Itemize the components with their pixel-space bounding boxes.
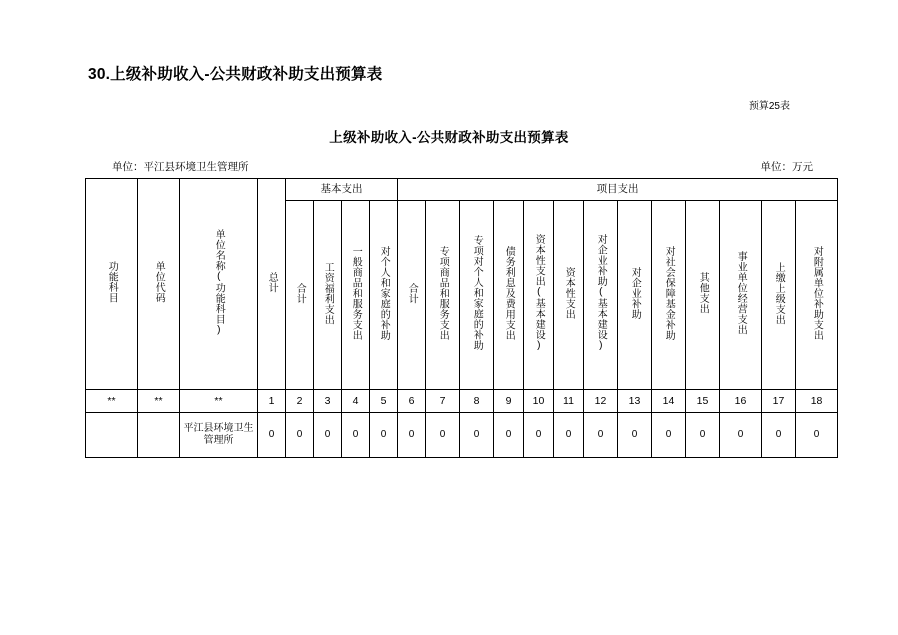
number-cell: 3 <box>314 390 342 413</box>
header-cell-other-expenditure: 其他支出 <box>686 201 720 390</box>
header-cell-enterprise-subsidy-construction: 对企业补助(基本建设) <box>584 201 618 390</box>
header-cell-unit-code: 单位代码 <box>138 179 180 390</box>
header-cell-institution-operating-expenditure: 事业单位经营支出 <box>720 201 762 390</box>
data-cell: 0 <box>524 413 554 458</box>
data-cell: 0 <box>398 413 426 458</box>
header-cell-enterprise-subsidy: 对企业补助 <box>618 201 652 390</box>
table-group-header-row <box>86 179 838 201</box>
number-cell: 9 <box>494 390 524 413</box>
number-cell: 11 <box>554 390 584 413</box>
header-cell-project-subtotal: 合计 <box>398 201 426 390</box>
header-cell-general-goods-services: 一般商品和服务支出 <box>342 201 370 390</box>
data-cell: 0 <box>460 413 494 458</box>
header-cell-basic-subtotal: 合计 <box>286 201 314 390</box>
number-cell: 8 <box>460 390 494 413</box>
data-cell: 0 <box>342 413 370 458</box>
data-cell: 0 <box>584 413 618 458</box>
data-cell: 0 <box>652 413 686 458</box>
number-cell: ** <box>138 390 180 413</box>
data-cell <box>86 413 138 458</box>
header-cell-special-goods-services: 专项商品和服务支出 <box>426 201 460 390</box>
table-row <box>86 413 838 458</box>
header-cell-capital-expenditure: 资本性支出 <box>554 201 584 390</box>
data-cell: 0 <box>618 413 652 458</box>
number-cell: 1 <box>258 390 286 413</box>
number-cell: 4 <box>342 390 370 413</box>
sheet-number: 预算25表 <box>748 101 790 112</box>
data-cell: 0 <box>720 413 762 458</box>
header-cell-function-subject: 功能科目 <box>86 179 138 390</box>
number-cell: 18 <box>796 390 838 413</box>
number-cell: 12 <box>584 390 618 413</box>
number-cell: 13 <box>618 390 652 413</box>
header-cell-subsidy-individuals-families: 对个人和家庭的补助 <box>370 201 398 390</box>
number-cell: 2 <box>286 390 314 413</box>
header-cell-social-security-fund-subsidy: 对社会保障基金补助 <box>652 201 686 390</box>
unit-label-left: 单位：平江县环境卫生管理所 <box>112 161 249 173</box>
header-cell-debt-interest: 债务利息及费用支出 <box>494 201 524 390</box>
data-cell: 0 <box>494 413 524 458</box>
number-cell: 14 <box>652 390 686 413</box>
header-cell-salary-welfare: 工资福利支出 <box>314 201 342 390</box>
unit-label-right: 单位：万元 <box>760 161 813 173</box>
data-cell: 0 <box>286 413 314 458</box>
data-cell <box>138 413 180 458</box>
data-cell: 0 <box>426 413 460 458</box>
number-cell: 6 <box>398 390 426 413</box>
number-cell: 10 <box>524 390 554 413</box>
group-header-project-expenditure: 项目支出 <box>398 179 838 201</box>
header-cell-subsidy-affiliated-units: 对附属单位补助支出 <box>796 201 838 390</box>
number-cell: 16 <box>720 390 762 413</box>
number-cell: 17 <box>762 390 796 413</box>
table-column-number-row <box>86 390 838 413</box>
header-cell-unit-name: 单位名称(功能科目) <box>180 179 258 390</box>
data-cell: 0 <box>258 413 286 458</box>
data-cell: 0 <box>554 413 584 458</box>
header-cell-capital-expenditure-construction: 资本性支出(基本建设) <box>524 201 554 390</box>
number-cell: 5 <box>370 390 398 413</box>
data-cell-unit-name: 平江县环境卫生管理所 <box>180 413 258 458</box>
group-header-basic-expenditure: 基本支出 <box>286 179 398 201</box>
header-cell-total: 总计 <box>258 179 286 390</box>
page-heading: 30.上级补助收入-公共财政补助支出预算表 <box>88 66 383 83</box>
data-cell: 0 <box>796 413 838 458</box>
header-cell-payment-to-superior: 上缴上级支出 <box>762 201 796 390</box>
budget-table <box>85 178 838 458</box>
header-cell-special-subsidy-individuals: 专项对个人和家庭的补助 <box>460 201 494 390</box>
number-cell: 15 <box>686 390 720 413</box>
page-title: 上级补助收入-公共财政补助支出预算表 <box>329 130 569 145</box>
data-cell: 0 <box>370 413 398 458</box>
number-cell: ** <box>86 390 138 413</box>
data-cell: 0 <box>686 413 720 458</box>
data-cell: 0 <box>314 413 342 458</box>
data-cell: 0 <box>762 413 796 458</box>
number-cell: 7 <box>426 390 460 413</box>
number-cell: ** <box>180 390 258 413</box>
